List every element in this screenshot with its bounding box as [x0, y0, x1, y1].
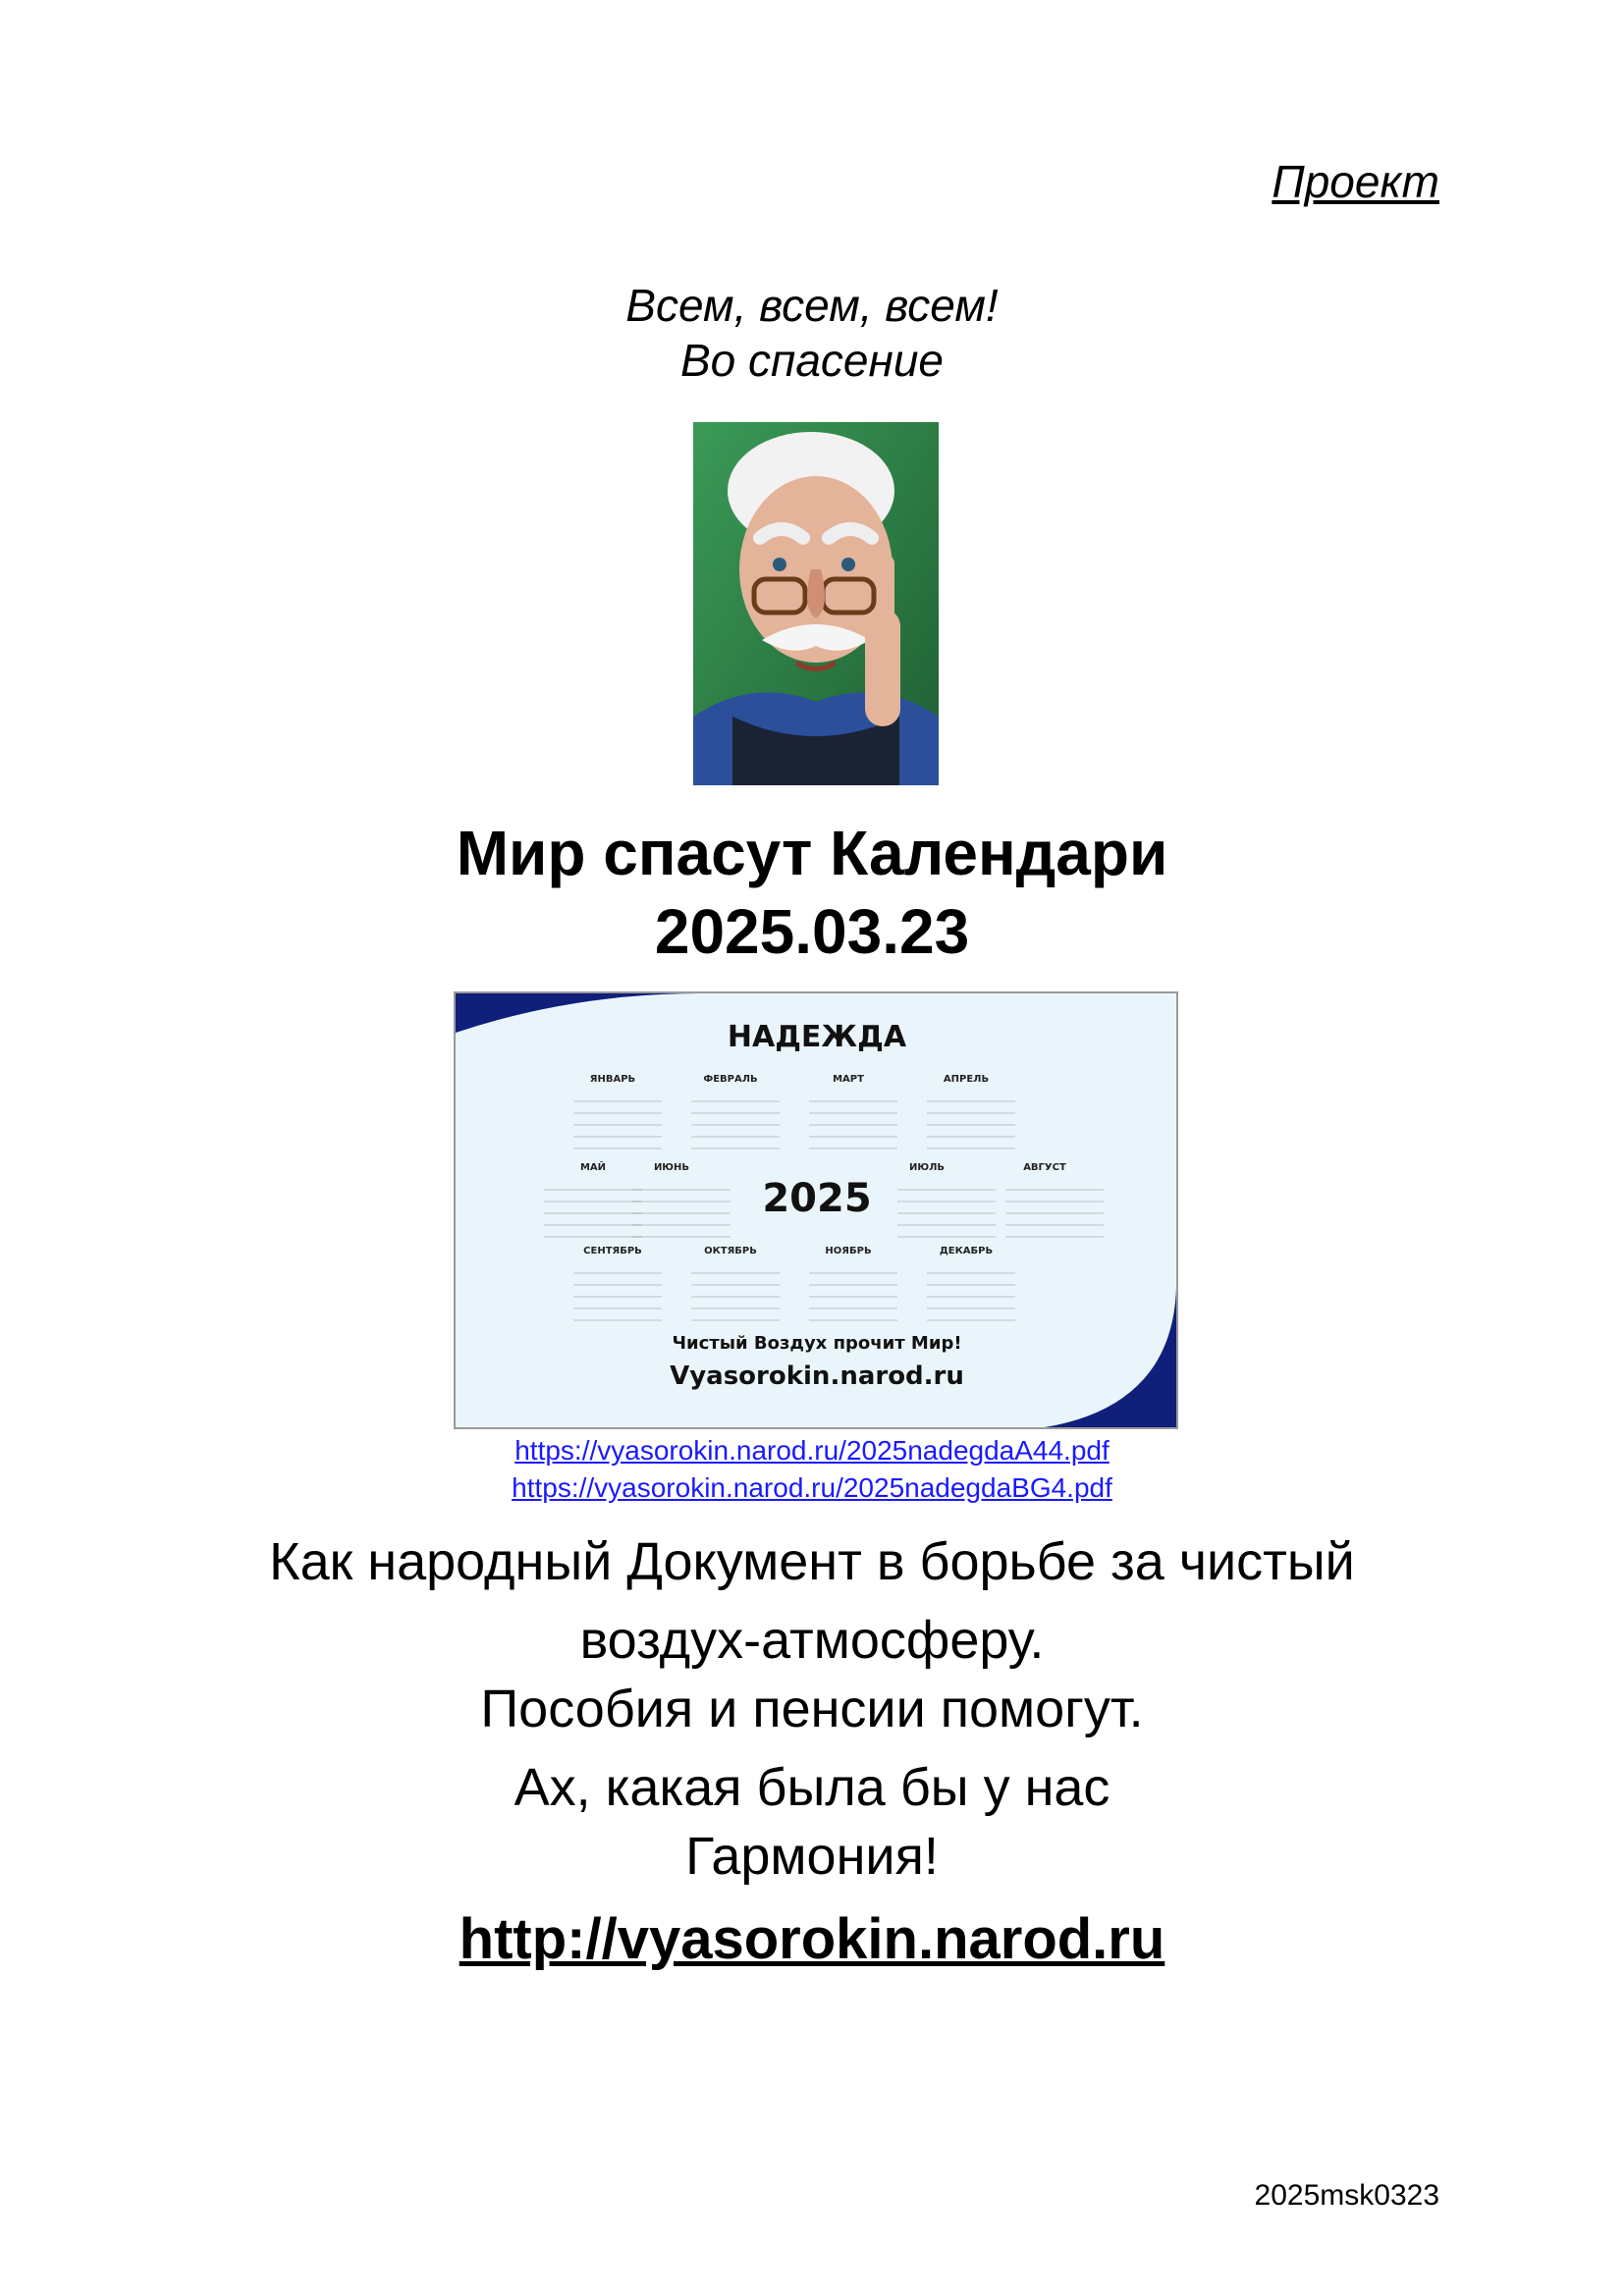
month-september: СЕНТЯБРЬ: [583, 1246, 642, 1256]
month-february: ФЕВРАЛЬ: [703, 1074, 758, 1085]
month-august: АВГУСТ: [1023, 1162, 1066, 1173]
month-april: АПРЕЛЬ: [943, 1074, 990, 1085]
greeting-line-1: Всем, всем, всем!: [625, 280, 999, 331]
project-label: Проект: [1272, 156, 1439, 207]
calendar-slogan: Чистый Воздух прочит Мир!: [672, 1333, 962, 1354]
calendar-card-image: [454, 991, 1178, 1429]
month-december: ДЕКАБРЬ: [939, 1246, 994, 1256]
body-text-line-5: Гармония!: [685, 1827, 939, 1886]
document-code: 2025msk0323: [1254, 2179, 1439, 2212]
main-title: Мир спасут Календари: [456, 818, 1168, 888]
greeting-line-2: Во спасение: [679, 335, 944, 386]
month-may: МАЙ: [579, 1162, 607, 1173]
pdf-link-b[interactable]: https://vyasorokin.narod.ru/2025nadegdaBG4.pdf: [512, 1472, 1112, 1503]
month-october: ОКТЯБРЬ: [704, 1246, 757, 1256]
body-text-line-1: Как народный Документ в борьбе за чистый: [269, 1532, 1355, 1591]
month-june: ИЮНЬ: [653, 1162, 690, 1173]
month-november: НОЯБРЬ: [825, 1246, 872, 1256]
month-july: ИЮЛЬ: [908, 1162, 946, 1173]
portrait-illustration: [693, 422, 939, 785]
body-text-line-4: Ах, какая была бы у нас: [514, 1758, 1110, 1817]
title-date: 2025.03.23: [654, 896, 970, 967]
calendar-heading: НАДЕЖДА: [727, 1020, 907, 1054]
calendar-site: Vyasorokin.narod.ru: [670, 1362, 964, 1391]
body-text-line-3: Пособия и пенсии помогут.: [480, 1680, 1144, 1738]
month-march: МАРТ: [833, 1074, 864, 1085]
pdf-link-a[interactable]: https://vyasorokin.narod.ru/2025nadegdaA44.pdf: [514, 1435, 1110, 1466]
site-link[interactable]: http://vyasorokin.narod.ru: [459, 1907, 1165, 1971]
body-text-line-2: воздух-атмосферу.: [579, 1611, 1045, 1670]
month-january: ЯНВАРЬ: [589, 1074, 636, 1085]
calendar-year: 2025: [762, 1176, 872, 1221]
